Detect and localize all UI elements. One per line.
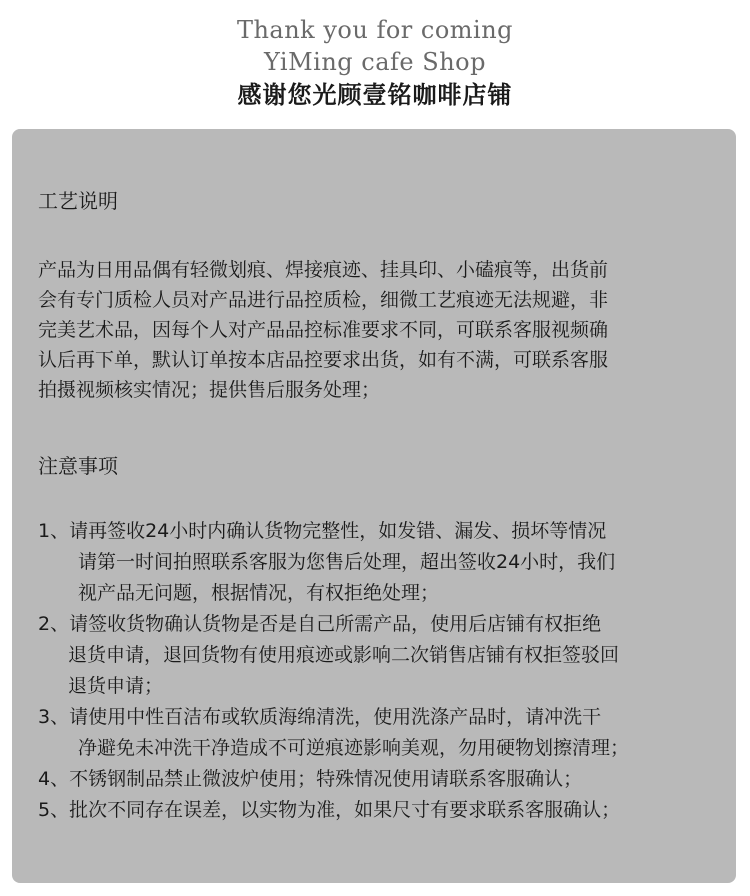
process-line: 拍摄视频核实情况；提供售后服务处理； [38,379,381,401]
process-line: 产品为日用品偶有轻微划痕、焊接痕迹、挂具印、小磕痕等，出货前 [38,259,609,281]
notes-title: 注意事项 [38,454,118,478]
note-line: 视产品无问题，根据情况，有权拒绝处理； [78,582,440,604]
process-title: 工艺说明 [38,189,118,213]
notes-list [38,516,738,826]
thank-you-line: Thank you for coming [236,16,514,44]
note-line: 退货申请； [68,675,164,697]
note-item-3 [38,702,738,764]
note-line: 3、请使用中性百洁布或软质海绵清洗，使用洗涤产品时，请冲洗干 [38,706,602,728]
process-line: 完美艺术品，因每个人对产品品控标准要求不同，可联系客服视频确 [38,319,609,341]
note-line: 4、不锈钢制品禁止微波炉使用；特殊情况使用请联系客服确认； [38,768,583,790]
process-description [38,255,728,405]
note-item-5 [38,795,738,826]
info-panel [12,129,736,883]
note-line: 1、请再签收24小时内确认货物完整性，如发错、漏发、损坏等情况 [38,520,607,542]
chinese-title: 感谢您光顾壹铭咖啡店铺 [237,81,513,109]
note-line: 5、批次不同存在误差，以实物为准，如果尺寸有要求联系客服确认； [38,799,621,821]
process-line: 会有专门质检人员对产品进行品控质检，细微工艺痕迹无法规避，非 [38,289,609,311]
note-line: 2、请签收货物确认货物是否是自己所需产品，使用后店铺有权拒绝 [38,613,602,635]
note-item-2 [38,609,738,702]
shop-name-line: YiMing cafe Shop [264,48,486,76]
note-line: 请第一时间拍照联系客服为您售后处理，超出签收24小时，我们 [78,551,616,573]
note-line: 净避免未冲洗干净造成不可逆痕迹影响美观，勿用硬物划擦清理； [78,737,630,759]
note-item-4 [38,764,738,795]
process-line: 认后再下单，默认订单按本店品控要求出货，如有不满，可联系客服 [38,349,609,371]
page-header [0,0,750,125]
note-item-1 [38,516,738,609]
note-line: 退货申请，退回货物有使用痕迹或影响二次销售店铺有权拒签驳回 [68,644,620,666]
